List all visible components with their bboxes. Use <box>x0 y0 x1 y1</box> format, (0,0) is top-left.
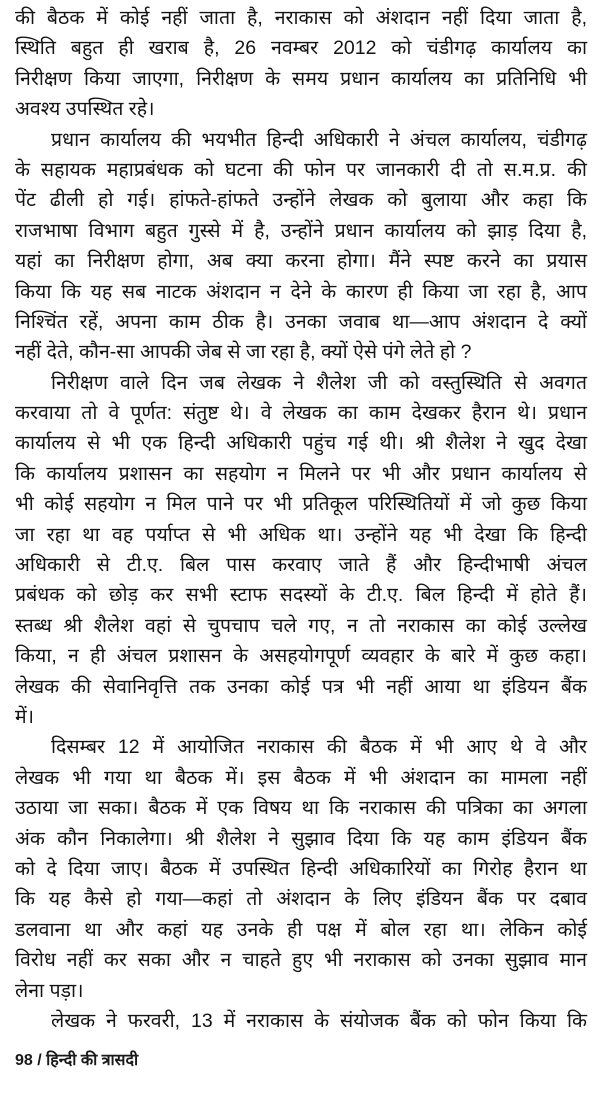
text-line: नहीं देते, कौन-सा आपकी जेब से जा रहा है, क्यों ऐसे पंगे लेते हो ? <box>15 341 472 364</box>
text-line: डलवाना था और कहां यह उनके ही पक्ष में बोल रहा था। लेकिन कोई <box>15 918 587 941</box>
text-line: निश्चिंत रहें, अपना काम ठीक है। उनका जवाब था—आप अंशदान दे क्यों <box>15 310 587 333</box>
text-line: को दे दिया जाए। बैठक में उपस्थित हिन्दी अधिकारियों का गिरोह हैरान था <box>15 857 587 880</box>
text-line: अधिकारी से टी.ए. बिल पास करवाए जाते हैं और हिन्दीभाषी अंचल <box>15 554 587 577</box>
text-line: प्रबंधक को छोड़ कर सभी स्टाफ सदस्यों के टी.ए. बिल हिन्दी में होते हैं। <box>15 584 587 607</box>
book-title: हिन्दी की त्रासदी <box>46 1052 139 1069</box>
text-line: की बैठक में कोई नहीं जाता है, नराकास को अंशदान नहीं दिया जाता है, <box>15 7 587 29</box>
text-line: अवश्य उपस्थित रहे। <box>15 98 155 121</box>
text-line: यहां का निरीक्षण होगा, अब क्या करना होगा। मैंने स्पष्ट करने का प्रयास <box>15 250 587 273</box>
text-line: विरोध नहीं कर सका और न चाहते हुए भी नराकास को उनका सुझाव मान <box>15 949 587 972</box>
text-line: प्रधान कार्यालय की भयभीत हिन्दी अधिकारी ने अंचल कार्यालय, चंडीगढ़ <box>51 128 587 151</box>
text-line: में। <box>15 705 35 728</box>
text-line: राजभाषा विभाग बहुत गुस्से में है, उन्होंने प्रधान कार्यालय को झाड़ दिया है, <box>15 219 587 242</box>
text-line: अंक कौन निकालेगा। श्री शैलेश ने सुझाव दिया कि यह काम इंडियन बैंक <box>15 827 587 850</box>
text-line: कि यह कैसे हो गया—कहां तो अंशदान के लिए इंडियन बैंक पर दबाव <box>15 888 587 911</box>
text-line: करवाया तो वे पूर्णत: संतुष्ट थे। वे लेखक का काम देखकर हैरान थे। प्रधान <box>15 402 587 425</box>
paragraph <box>15 368 587 733</box>
text-line: किया, न ही अंचल प्रशासन के असहयोगपूर्ण व्यवहार के बारे में कुछ कहा। <box>15 645 587 668</box>
paragraph <box>15 3 587 125</box>
paragraph <box>15 732 587 1006</box>
footer-separator: / <box>37 1052 42 1069</box>
text-line: दिसम्बर 12 में आयोजित नराकास की बैठक में भी आए थे वे और <box>51 736 587 759</box>
page-body <box>15 3 587 1036</box>
text-line: पेंट ढीली हो गई। हांफते-हांफते उन्होंने लेखक को बुलाया और कहा कि <box>15 189 587 212</box>
text-line: कि कार्यालय प्रशासन का सहयोग न मिलने पर भी और प्रधान कार्यालय से <box>15 462 587 485</box>
text-line: भी कोई सहयोग न मिल पाने पर भी प्रतिकूल परिस्थितियों में जो कुछ किया <box>15 493 587 516</box>
text-line: किया कि यह सब नाटक अंशदान न देने के कारण ही किया जा रहा है, आप <box>15 280 587 303</box>
page-number: 98 <box>15 1052 33 1069</box>
text-line: निरीक्षण वाले दिन जब लेखक ने शैलेश जी को वस्तुस्थिति से अवगत <box>51 371 587 394</box>
paragraph <box>15 125 587 368</box>
text-line: कार्यालय से भी एक हिन्दी अधिकारी पहुंच गई थी। श्री शैलेश ने खुद देखा <box>15 432 587 455</box>
text-line: स्तब्ध श्री शैलेश वहां से चुपचाप चले गए, न तो नराकास का कोई उल्लेख <box>15 614 587 637</box>
text-line: लेखक की सेवानिवृत्ति तक उनका कोई पत्र भी नहीं आया था इंडियन बैंक <box>15 675 587 698</box>
paragraph <box>15 1006 587 1036</box>
text-line: लेखक ने फरवरी, 13 में नराकास के संयोजक बैंक को फोन किया कि <box>51 1009 587 1032</box>
text-line: लेखक भी गया था बैठक में। इस बैठक में भी अंशदान का मामला नहीं <box>15 766 587 789</box>
text-line: लेना पड़ा। <box>15 979 84 1002</box>
text-line: निरीक्षण किया जाएगा, निरीक्षण के समय प्रधान कार्यालय का प्रतिनिधि भी <box>15 67 587 90</box>
text-line: स्थिति बहुत ही खराब है, 26 नवम्बर 2012 को चंडीगढ़ कार्यालय का <box>15 37 587 60</box>
text-line: जा रहा था वह पर्याप्त से भी अधिक था। उन्होंने यह भी देखा कि हिन्दी <box>15 523 587 546</box>
text-line: उठाया जा सका। बैठक में एक विषय था कि नराकास की पत्रिका का अगला <box>15 797 587 820</box>
text-line: के सहायक महाप्रबंधक को घटना की फोन पर जानकारी दी तो स.म.प्र. की <box>15 158 587 181</box>
page-footer <box>15 1048 138 1070</box>
